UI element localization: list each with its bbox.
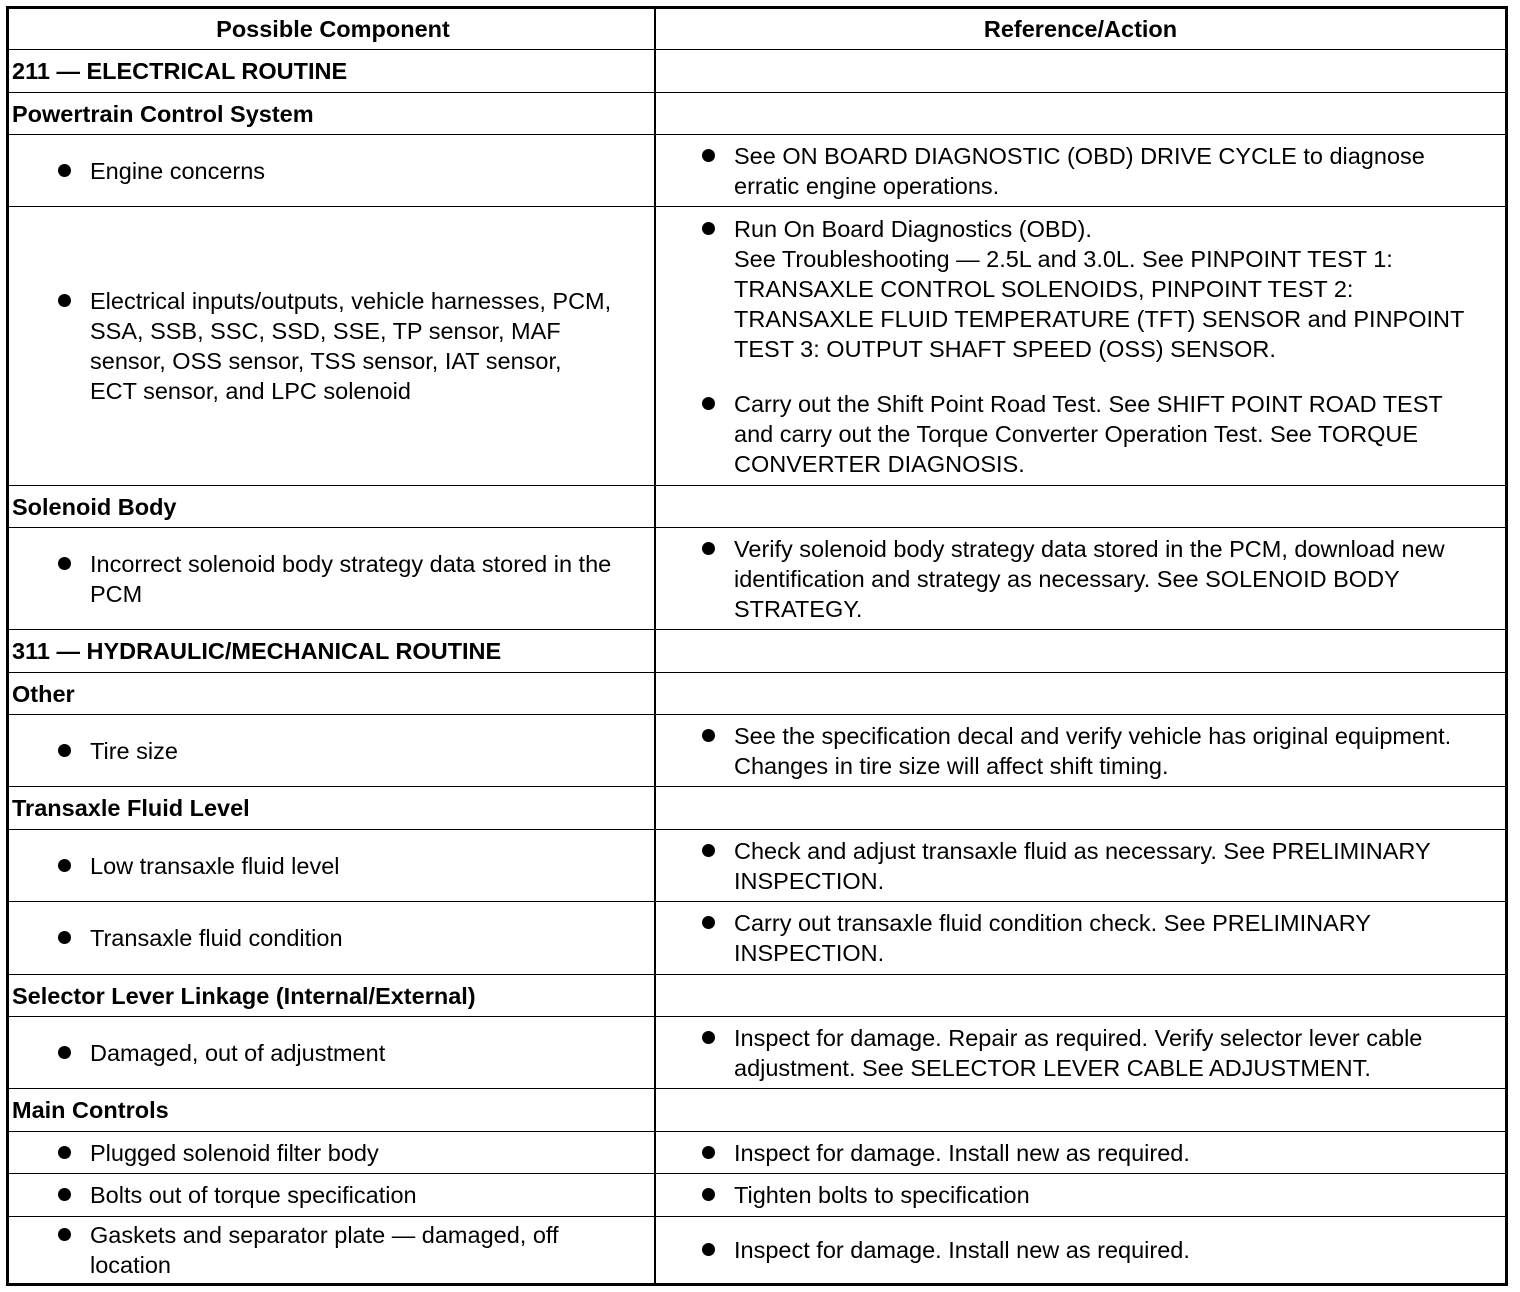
component-cell — [9, 1132, 654, 1173]
bullet-icon — [702, 1146, 715, 1159]
section-other: Other — [12, 680, 75, 707]
action-cell — [656, 830, 1505, 901]
component-cell — [9, 207, 654, 485]
component-cell — [9, 135, 654, 206]
troubleshooting-table — [6, 6, 1508, 1286]
bullet-icon — [58, 744, 71, 757]
bullet-icon — [702, 149, 715, 162]
table-row — [9, 1216, 1505, 1283]
section-row — [9, 629, 1505, 672]
action-cell — [656, 1017, 1505, 1088]
section-row — [9, 92, 1505, 134]
component-cell — [9, 1217, 654, 1283]
component-text: Tire size — [90, 737, 178, 764]
component-cell — [9, 528, 654, 629]
table-row — [9, 527, 1505, 629]
section-row — [9, 49, 1505, 92]
bullet-icon — [58, 1146, 71, 1159]
component-cell — [9, 715, 654, 786]
action-text: Check and adjust transaxle fluid as necessary. See PRELIMINARY INSPECTION. — [734, 837, 1431, 894]
action-cell — [656, 1217, 1505, 1283]
action-text: Tighten bolts to specification — [734, 1182, 1030, 1208]
bullet-icon — [58, 557, 71, 570]
action-text: Verify solenoid body strategy data stored in the PCM, download new identification and strategy as necessary. See SOLENOID BODY STRATEGY. — [734, 535, 1445, 622]
bullet-icon — [702, 1243, 715, 1256]
action-text: Carry out the Shift Point Road Test. See SHIFT POINT ROAD TEST and carry out the Torque Converter Operation Test. See TORQUE CONVERTER DIAGNOSIS. — [734, 390, 1443, 477]
table-row — [9, 901, 1505, 974]
table-row — [9, 1016, 1505, 1088]
table-row — [9, 1131, 1505, 1173]
bullet-icon — [58, 294, 71, 307]
bullet-icon — [702, 844, 715, 857]
bullet-icon — [702, 397, 715, 410]
section-row — [9, 1088, 1505, 1131]
component-text: Electrical inputs/outputs, vehicle harnesses, PCM, SSA, SSB, SSC, SSD, SSE, TP sensor, MAF sensor, OSS sensor, TSS sensor, IAT sensor, ECT sensor, and LPC solenoid — [90, 288, 612, 404]
section-hydraulic-routine: 311 — HYDRAULIC/MECHANICAL ROUTINE — [12, 638, 502, 664]
section-row — [9, 672, 1505, 714]
bullet-icon — [702, 222, 715, 235]
component-cell — [9, 1174, 654, 1216]
section-row — [9, 786, 1505, 829]
action-text: Carry out transaxle fluid condition check. See PRELIMINARY INSPECTION. — [734, 910, 1371, 966]
action-text: Inspect for damage. Install new as required. — [734, 1237, 1190, 1263]
action-text: Inspect for damage. Install new as required. — [734, 1139, 1190, 1166]
bullet-icon — [58, 164, 71, 177]
bullet-icon — [58, 1188, 71, 1201]
section-powertrain-control: Powertrain Control System — [12, 100, 314, 127]
action-cell — [656, 715, 1505, 786]
table-header-row — [9, 9, 1505, 49]
section-row — [9, 485, 1505, 527]
header-reference-action: Reference/Action — [983, 15, 1178, 42]
component-text: Engine concerns — [90, 157, 266, 184]
component-text: Gaskets and separator plate — damaged, off location — [90, 1222, 559, 1278]
bullet-icon — [702, 1188, 715, 1201]
action-text: Run On Board Diagnostics (OBD). — [734, 215, 1092, 242]
component-text: Plugged solenoid filter body — [90, 1139, 379, 1166]
component-cell — [9, 830, 654, 901]
bullet-icon — [58, 1228, 71, 1241]
section-fluid-level: Transaxle Fluid Level — [12, 795, 250, 821]
table-row — [9, 714, 1505, 786]
action-cell — [656, 207, 1505, 485]
section-electrical-routine: 211 — ELECTRICAL ROUTINE — [12, 58, 348, 84]
table-row — [9, 206, 1505, 485]
bullet-icon — [58, 1046, 71, 1059]
action-cell — [656, 528, 1505, 629]
section-main-controls: Main Controls — [12, 1097, 169, 1123]
bullet-icon — [702, 729, 715, 742]
component-text: Bolts out of torque specification — [90, 1182, 417, 1208]
action-cell — [656, 1174, 1505, 1216]
section-row — [9, 974, 1505, 1016]
header-possible-component: Possible Component — [216, 15, 450, 42]
bullet-icon — [702, 542, 715, 555]
action-text: See the specification decal and verify vehicle has original equipment. Changes in tire size will affect shift timing. — [734, 722, 1452, 779]
component-cell — [9, 902, 654, 974]
component-cell — [9, 1017, 654, 1088]
action-cell — [656, 902, 1505, 974]
bullet-icon — [702, 916, 715, 929]
bullet-icon — [58, 931, 71, 944]
component-text: Damaged, out of adjustment — [90, 1039, 386, 1066]
component-text: Transaxle fluid condition — [90, 925, 343, 951]
action-text: Inspect for damage. Repair as required. Verify selector lever cable adjustment. See SELECTOR LEVER CABLE ADJUSTMENT. — [734, 1024, 1423, 1081]
action-cell — [656, 135, 1505, 206]
table-row — [9, 829, 1505, 901]
bullet-icon — [58, 859, 71, 872]
action-text: See Troubleshooting — 2.5L and 3.0L. See PINPOINT TEST 1: TRANSAXLE CONTROL SOLENOIDS, PINPOINT TEST 2: TRANSAXLE FLUID TEMPERATURE (TFT) SENSOR and PINPOINT TEST 3: OUTPUT SHAFT SPEED (OSS) SENSOR. — [734, 245, 1464, 362]
bullet-icon — [702, 1031, 715, 1044]
section-selector-linkage: Selector Lever Linkage (Internal/External) — [12, 982, 476, 1009]
component-text: Low transaxle fluid level — [90, 852, 340, 879]
section-solenoid-body: Solenoid Body — [12, 493, 177, 520]
action-cell — [656, 1132, 1505, 1173]
action-text: See ON BOARD DIAGNOSTIC (OBD) DRIVE CYCLE to diagnose erratic engine operations. — [734, 142, 1425, 199]
table-row — [9, 1173, 1505, 1216]
component-text: Incorrect solenoid body strategy data stored in the PCM — [90, 550, 612, 607]
table-row — [9, 134, 1505, 206]
